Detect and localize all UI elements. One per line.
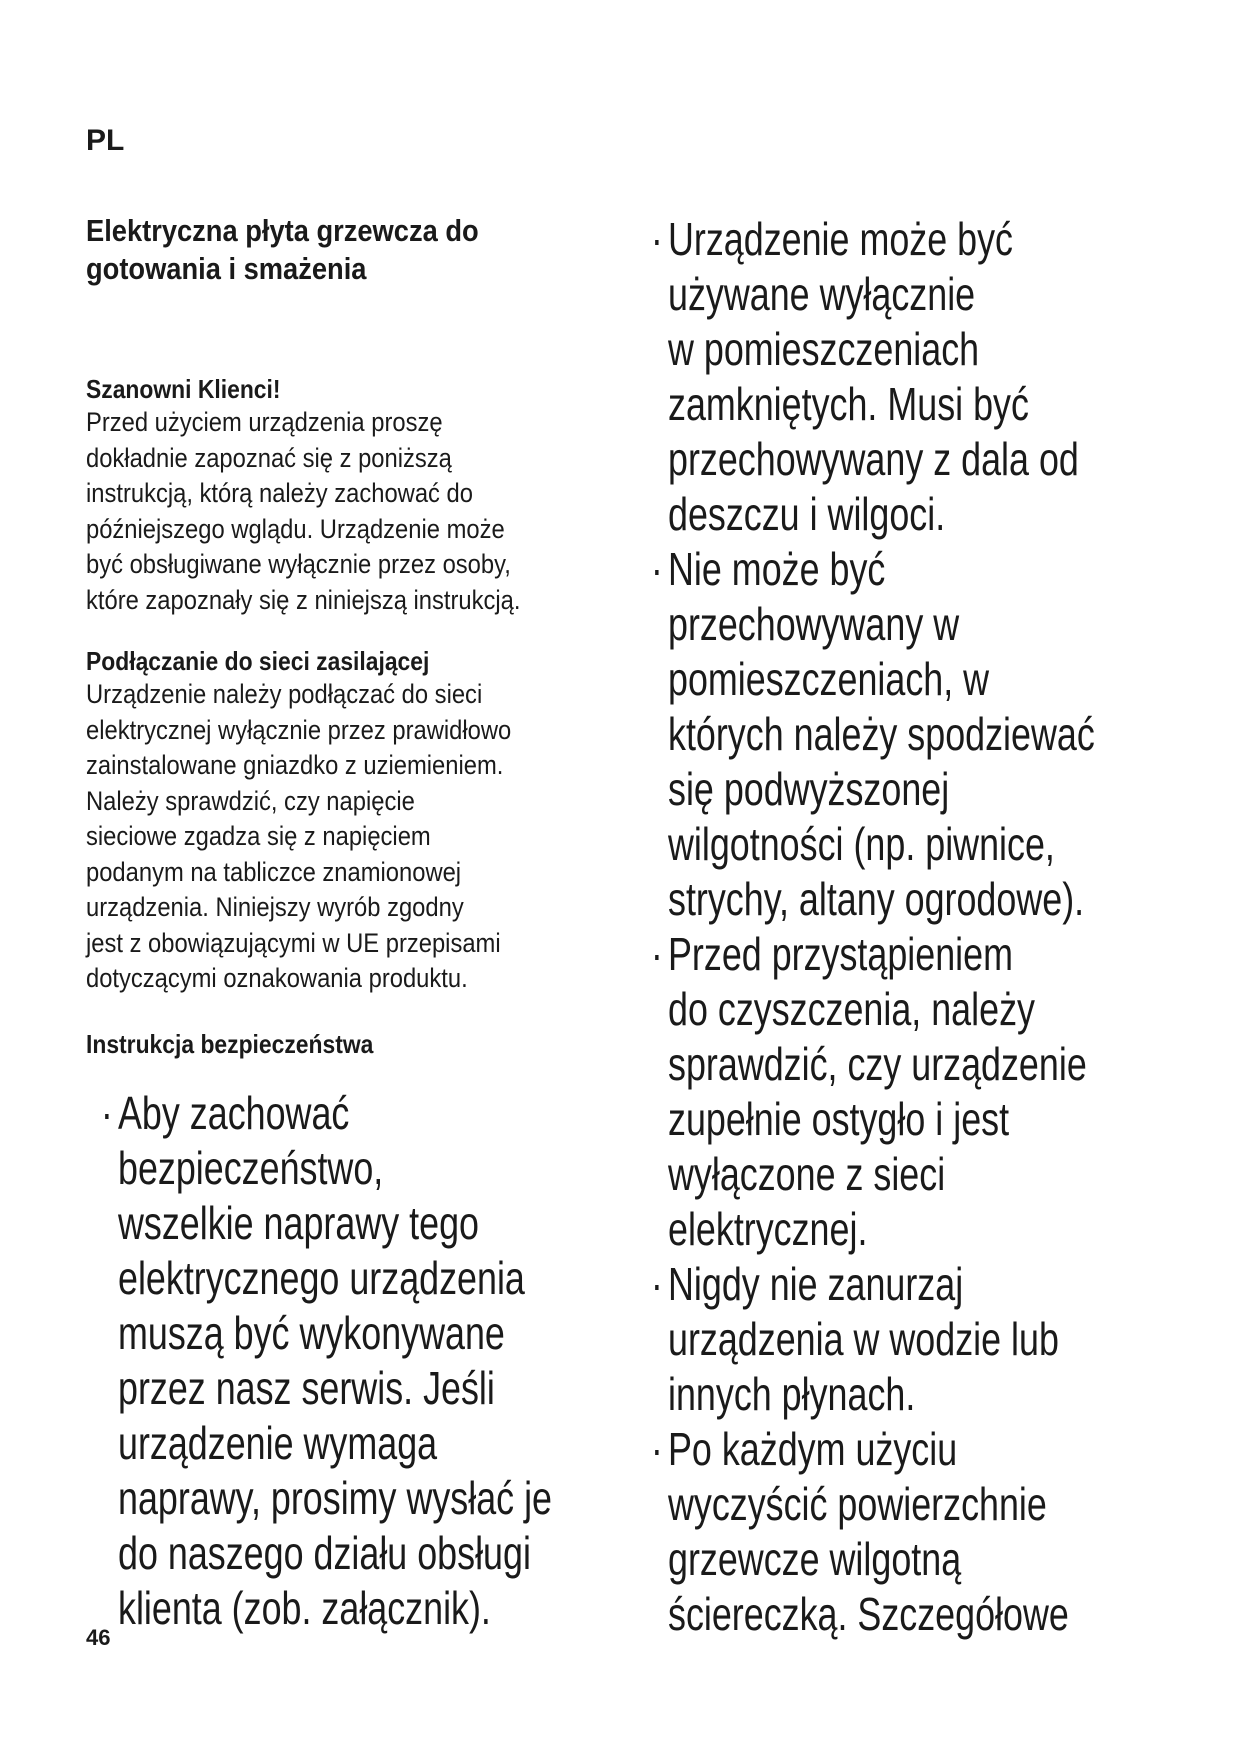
item-line: się podwyższonej	[668, 763, 950, 815]
text-line: dokładnie zapoznać się z poniższą	[86, 442, 452, 473]
text-line: sieciowe zgadza się z napięciem	[86, 821, 431, 851]
title-line: Elektryczna płyta grzewcza do	[86, 213, 479, 248]
item-line: grzewcze wilgotną	[668, 1533, 962, 1585]
greeting-text	[86, 405, 592, 618]
item-line: Po każdym użyciu	[668, 1423, 958, 1475]
item-line: zamkniętych. Musi być	[668, 378, 1029, 430]
bullet-icon: ·	[100, 1086, 113, 1139]
text-line: późniejszego wglądu. Urządzenie może	[86, 513, 505, 544]
item-line: bezpieczeństwo,	[118, 1141, 384, 1194]
item-line: Nie może być	[668, 543, 886, 595]
bullet-icon: ·	[650, 1258, 663, 1310]
item-line: sprawdzić, czy urządzenie	[668, 1038, 1087, 1090]
safety-item	[100, 1086, 664, 1636]
item-line: urządzenie wymaga	[118, 1416, 438, 1469]
item-line: elektrycznego urządzenia	[118, 1251, 525, 1304]
language-code: PL	[86, 124, 125, 157]
text-line: elektrycznej wyłącznie przez prawidłowo	[86, 714, 512, 745]
item-line: zupełnie ostygło i jest	[668, 1093, 1010, 1145]
item-line: ściereczką. Szczegółowe	[668, 1588, 1069, 1640]
item-line: przechowywany w	[668, 598, 960, 650]
item-line: Przed przystąpieniem	[668, 928, 1014, 980]
bullet-icon: ·	[650, 1423, 663, 1475]
item-line: do naszego działu obsługi	[118, 1526, 531, 1579]
safety-heading: Instrukcja bezpieczeństwa	[86, 1028, 374, 1059]
safety-item	[650, 212, 1214, 542]
text-line: być obsługiwane wyłącznie przez osoby,	[86, 549, 511, 579]
safety-item	[650, 1422, 1214, 1642]
item-line: strychy, altany ogrodowe).	[668, 873, 1085, 925]
safety-list-right	[650, 212, 1216, 1642]
bullet-icon: ·	[650, 213, 663, 265]
text-line: które zapoznały się z niniejszą instrukcją.	[86, 584, 521, 615]
item-line: Urządzenie może być	[668, 213, 1014, 265]
safety-list-left	[86, 1086, 596, 1636]
item-line: wszelkie naprawy tego	[118, 1196, 479, 1249]
connection-heading: Podłączanie do sieci zasilającej	[86, 646, 430, 676]
text-line: podanym na tabliczce znamionowej	[86, 856, 462, 887]
item-line: naprawy, prosimy wysłać je	[118, 1471, 553, 1524]
item-line: do czyszczenia, należy	[668, 983, 1035, 1035]
bullet-icon: ·	[650, 928, 663, 980]
right-column	[650, 212, 1216, 1642]
item-line: elektrycznej.	[668, 1203, 868, 1255]
item-line: wyczyścić powierzchnie	[668, 1478, 1047, 1530]
text-line: Należy sprawdzić, czy napięcie	[86, 785, 415, 816]
text-line: Przed użyciem urządzenia proszę	[86, 407, 443, 437]
title-line: gotowania i smażenia	[86, 251, 367, 286]
item-line: których należy spodziewać	[668, 708, 1095, 760]
item-line: urządzenia w wodzie lub	[668, 1313, 1059, 1365]
text-line: instrukcją, którą należy zachować do	[86, 478, 473, 508]
page-number: 46	[86, 1625, 111, 1650]
safety-item	[650, 927, 1214, 1257]
item-line: innych płynach.	[668, 1368, 916, 1420]
text-line: urządzenia. Niniejszy wyrób zgodny	[86, 892, 464, 922]
text-line: jest z obowiązującymi w UE przepisami	[86, 927, 501, 958]
item-line: klienta (zob. załącznik).	[118, 1581, 491, 1634]
document-title	[86, 212, 535, 288]
safety-item	[650, 542, 1214, 927]
item-line: Aby zachować	[118, 1086, 350, 1139]
item-line: używane wyłącznie	[668, 268, 976, 320]
text-line: zainstalowane gniazdko z uziemieniem.	[86, 750, 504, 780]
item-line: wilgotności (np. piwnice,	[668, 818, 1055, 870]
item-line: deszczu i wilgoci.	[668, 488, 946, 540]
item-line: muszą być wykonywane	[118, 1306, 505, 1359]
greeting-heading: Szanowni Klienci!	[86, 374, 281, 404]
item-line: pomieszczeniach, w	[668, 653, 990, 705]
text-line: Urządzenie należy podłączać do sieci	[86, 679, 483, 709]
safety-item	[650, 1257, 1214, 1422]
connection-text	[86, 677, 592, 997]
item-line: w pomieszczeniach	[668, 323, 980, 375]
item-line: wyłączone z sieci	[668, 1148, 946, 1200]
item-line: przez nasz serwis. Jeśli	[118, 1361, 495, 1414]
text-line: dotyczącymi oznakowania produktu.	[86, 963, 468, 993]
bullet-icon: ·	[650, 543, 663, 595]
left-column	[86, 212, 596, 1636]
item-line: Nigdy nie zanurzaj	[668, 1258, 964, 1310]
item-line: przechowywany z dala od	[668, 433, 1079, 485]
